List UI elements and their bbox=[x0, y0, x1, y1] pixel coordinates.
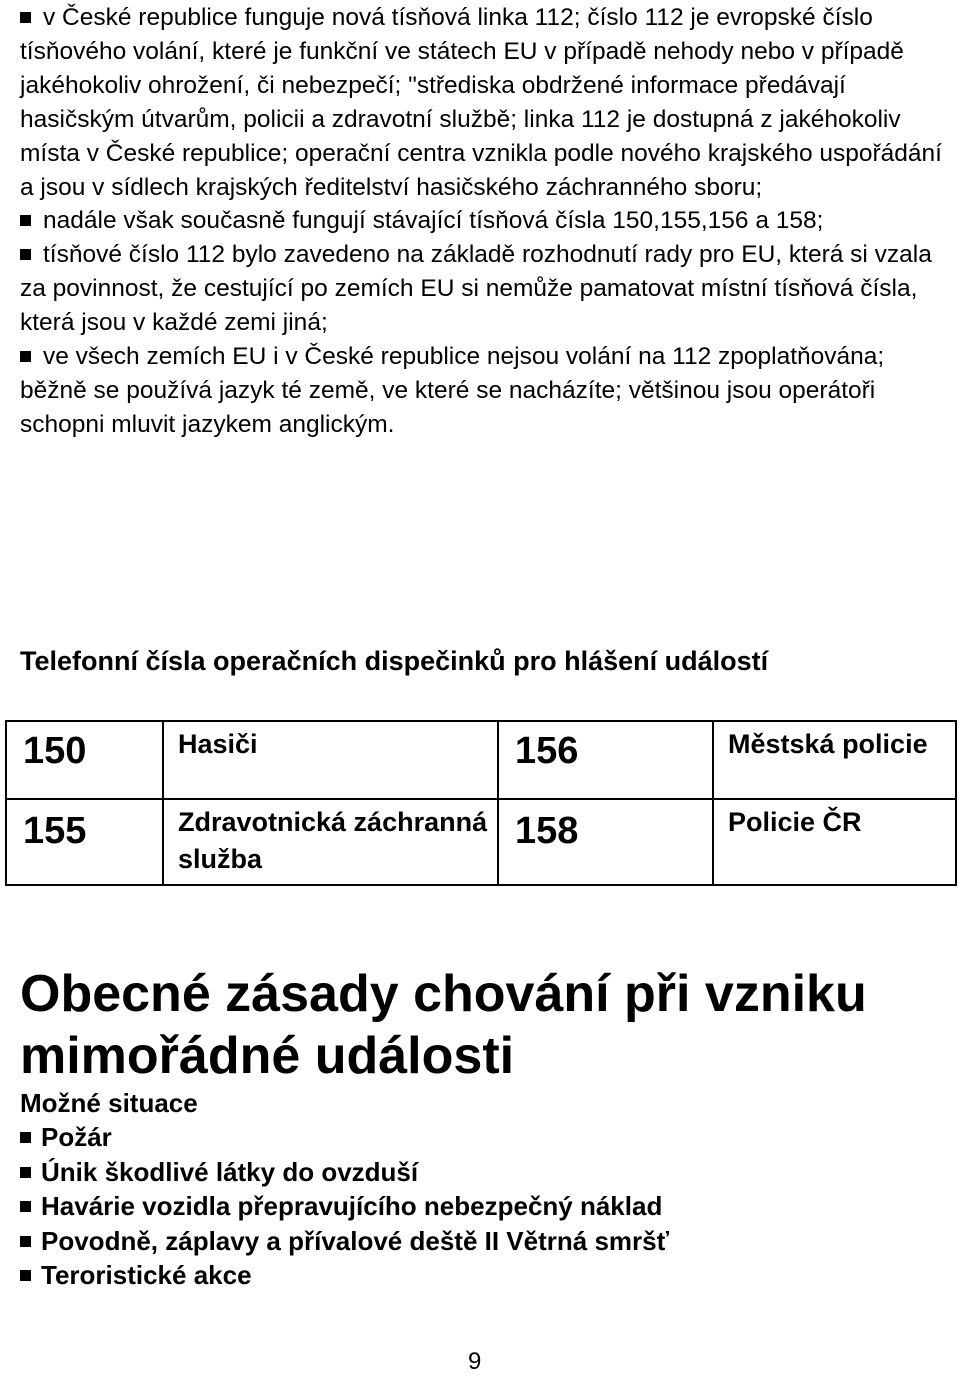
table-row bbox=[6, 721, 956, 799]
service-name: Hasiči bbox=[163, 721, 498, 799]
intro-paragraph: tísňové číslo 112 bylo zavedeno na základě rozhodnutí rady pro EU, která si vzala za povinnost, že cestující po zemích EU si nemůže pamatovat místní tísňová čísla, která jsou v každé zemi jiná; bbox=[20, 241, 932, 337]
phone-number: 156 bbox=[498, 721, 713, 799]
intro-paragraph: ve všech zemích EU i v České republice nejsou volání na 112 zpoplatňována; běžně se používá jazyk té země, ve které se nacházíte; většinou jsou operátoři schopni mluvit jazykem anglickým. bbox=[20, 343, 885, 438]
list-item: Havárie vozidla přepravujícího nebezpečný náklad bbox=[20, 1189, 669, 1223]
square-bullet-icon bbox=[20, 1236, 31, 1247]
service-name: Policie ČR bbox=[713, 799, 956, 885]
service-name: Zdravotnická záchranná služba bbox=[163, 799, 498, 885]
dispatch-numbers-table bbox=[5, 720, 957, 886]
list-item: Únik škodlivé látky do ovzduší bbox=[20, 1155, 669, 1189]
intro-text bbox=[20, 1, 945, 442]
intro-paragraph: v České republice funguje nová tísňová linka 112; číslo 112 je evropské číslo tísňového volání, které je funkční ve státech EU v případě nehody nebo v případě jakéhokoliv ohrožení, či nebezpečí; "střediska obdržené informace předávají hasičským útvarům, policii a zdravotní službě; linka 112 je dostupná z jakéhokoliv místa v České republice; operační centra vznikla podle nového krajského uspořádání a jsou v sídlech krajských ředitelství hasičského záchranného sboru; bbox=[20, 4, 942, 201]
service-name: Městská policie bbox=[713, 721, 956, 799]
square-bullet-icon bbox=[20, 1201, 31, 1212]
square-bullet-icon bbox=[20, 249, 31, 260]
phone-number: 150 bbox=[6, 721, 163, 799]
square-bullet-icon bbox=[20, 1132, 31, 1143]
situations-list bbox=[20, 1086, 669, 1292]
phone-number: 155 bbox=[6, 799, 163, 885]
situations-subtitle: Možné situace bbox=[20, 1088, 198, 1118]
square-bullet-icon bbox=[20, 1270, 31, 1281]
list-item: Teroristické akce bbox=[20, 1258, 669, 1292]
square-bullet-icon bbox=[20, 12, 31, 23]
dispatch-section-title: Telefonní čísla operačních dispečinků pro hlášení událostí bbox=[20, 646, 769, 676]
square-bullet-icon bbox=[20, 1167, 31, 1178]
intro-paragraph: nadále však současně fungují stávající tísňová čísla 150,155,156 a 158; bbox=[20, 204, 945, 238]
page-number: 9 bbox=[468, 1348, 482, 1375]
principles-title: Obecné zásady chování při vzniku mimořádné události bbox=[20, 965, 867, 1085]
phone-number: 158 bbox=[498, 799, 713, 885]
square-bullet-icon bbox=[20, 215, 31, 226]
square-bullet-icon bbox=[20, 351, 31, 362]
table-row bbox=[6, 799, 956, 885]
list-item: Povodně, záplavy a přívalové deště II Větrná smršť bbox=[20, 1224, 669, 1258]
list-item: Požár bbox=[20, 1120, 669, 1154]
